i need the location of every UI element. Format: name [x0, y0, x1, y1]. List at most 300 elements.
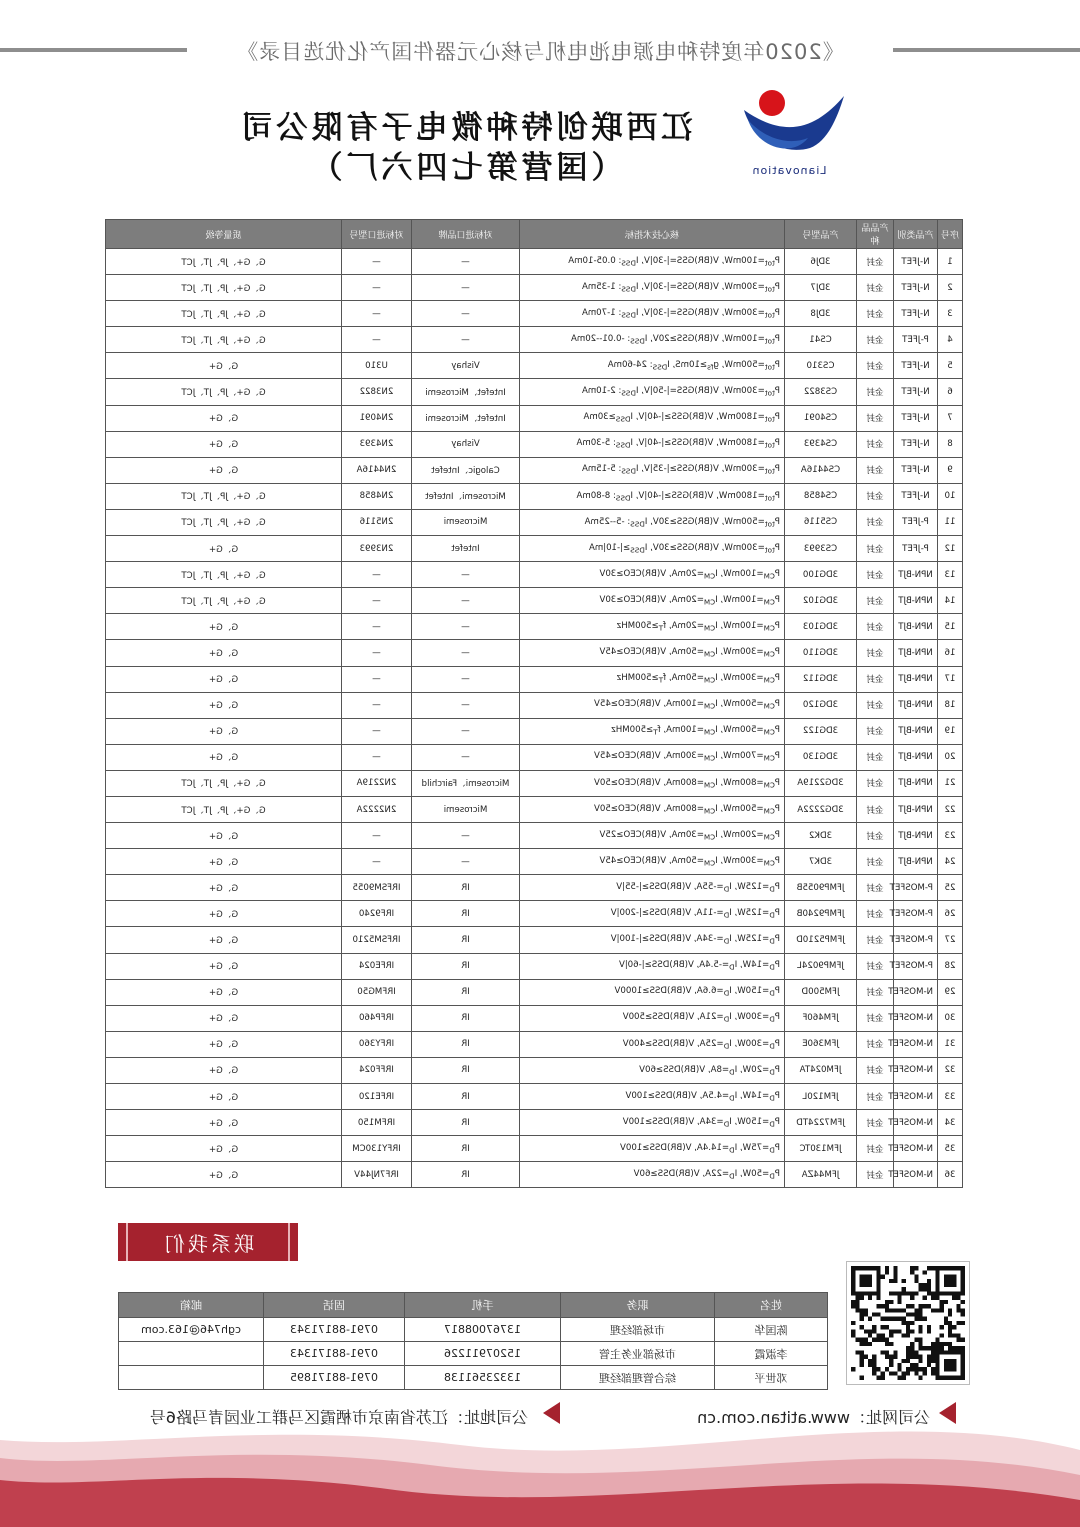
table-cell: 22 [938, 796, 963, 822]
table-cell: N-MOSFET [894, 1084, 938, 1110]
header-rule-right [0, 48, 187, 52]
table-cell: IRFMG50 [342, 979, 412, 1005]
contact-header-row [119, 1293, 828, 1318]
table-cell: NPN-BJT [894, 770, 938, 796]
table-row [106, 823, 963, 849]
table-row [106, 275, 963, 301]
table-cell: $P_{tot}=1800mW$, V(BR)GSS≥|-40|V, $I_{DSS}$: 8-80mA [520, 483, 785, 509]
table-cell: IRF9240 [342, 901, 412, 927]
table-row [106, 457, 963, 483]
table-cell: 3DJ7 [785, 275, 857, 301]
table-cell: 金封 [857, 1162, 894, 1188]
table-cell: 27 [938, 927, 963, 953]
table-cell: N-JFET [894, 457, 938, 483]
table-cell: $P_D=14W$, $I_D=4.5A$, V(BR)DSS≥100V [520, 1084, 785, 1110]
table-cell: G、G+ [106, 1031, 342, 1057]
table-cell: G、G+ [106, 953, 342, 979]
table-cell: NPN-BJT [894, 744, 938, 770]
table-row [106, 1031, 963, 1057]
table-cell: 3DG2219A [785, 770, 857, 796]
table-cell: G、G+ [106, 457, 342, 483]
table-cell: 金封 [857, 457, 894, 483]
table-cell: N-MOSFET [894, 1031, 938, 1057]
table-cell: $P_{tot}=300mW$, V(BR)GSS=|-50|V, $I_{DSS}$: 2-10mA [520, 379, 785, 405]
table-cell: G、G+ [106, 875, 342, 901]
table-cell: — [412, 744, 520, 770]
contact-cell: cgh746@163.com [119, 1318, 264, 1342]
table-row [106, 327, 963, 353]
table-cell: 金封 [857, 1005, 894, 1031]
header-rule-left [893, 48, 1080, 52]
table-cell: JFM500D [785, 979, 857, 1005]
table-cell: — [342, 249, 412, 275]
contact-column-header: 手机 [405, 1293, 561, 1318]
table-cell: G、G+ [106, 744, 342, 770]
table-cell: IRFM150 [342, 1110, 412, 1136]
footer-wave [0, 1410, 1080, 1527]
table-cell: JFM7224TD [785, 1110, 857, 1136]
table-cell: CS41 [785, 327, 857, 353]
table-cell: — [412, 275, 520, 301]
table-cell: — [412, 692, 520, 718]
column-header: 序号 [938, 220, 963, 249]
table-cell: 金封 [857, 588, 894, 614]
table-row [106, 536, 963, 562]
column-header: 质量等级 [106, 220, 342, 249]
table-cell: NPN-BJT [894, 823, 938, 849]
table-cell: G、G+ [106, 979, 342, 1005]
table-row [106, 249, 963, 275]
table-cell: 28 [938, 953, 963, 979]
table-row [106, 953, 963, 979]
table-cell: 金封 [857, 562, 894, 588]
table-cell: CS3993 [785, 536, 857, 562]
table-cell: 3DG130 [785, 744, 857, 770]
table-row [106, 614, 963, 640]
table-cell: $P_{tot}=300mW$, V(BR)GSS=|-30|V, $I_{DSS}$: 1-35mA [520, 275, 785, 301]
table-cell: 7 [938, 405, 963, 431]
table-cell: G、G+ [106, 823, 342, 849]
table-cell: 2N4393 [342, 431, 412, 457]
table-cell: 2N3822 [342, 379, 412, 405]
table-row [106, 353, 963, 379]
table-cell: P-MOSFET [894, 927, 938, 953]
table-row [106, 562, 963, 588]
table-cell: NPN-BJT [894, 666, 938, 692]
table-cell: P-MOSFET [894, 875, 938, 901]
table-row [106, 640, 963, 666]
contact-us-button[interactable] [118, 1223, 298, 1261]
table-row [106, 718, 963, 744]
table-cell: 35 [938, 1136, 963, 1162]
contact-cell: 15207911226 [405, 1342, 561, 1366]
column-header: 对标进口品牌 [412, 220, 520, 249]
table-row [106, 901, 963, 927]
button-divider-left [288, 1223, 290, 1261]
table-cell: P-JFET [894, 509, 938, 535]
table-cell: IR [412, 1057, 520, 1083]
table-cell: 36 [938, 1162, 963, 1188]
table-cell: IRFSM9055 [342, 875, 412, 901]
contact-cell: 陈国华 [715, 1318, 828, 1342]
table-cell: $P_D=75W$, $I_D=14.4A$, V(BR)DSS≥100V [520, 1136, 785, 1162]
table-cell: G、G+、JP、JT、JCT [106, 275, 342, 301]
table-cell: G、G+ [106, 1162, 342, 1188]
table-cell: — [342, 692, 412, 718]
button-divider-right [126, 1223, 128, 1261]
table-cell: N-JFET [894, 405, 938, 431]
table-cell: 1 [938, 249, 963, 275]
table-row [106, 849, 963, 875]
table-cell: 33 [938, 1084, 963, 1110]
table-cell: IR [412, 875, 520, 901]
table-cell: IRFY130CM [342, 1136, 412, 1162]
logo-text: Lianovation [751, 164, 827, 177]
table-cell: JFM130TC [785, 1136, 857, 1162]
table-cell: — [412, 666, 520, 692]
table-cell: — [342, 614, 412, 640]
table-cell: CS4416A [785, 457, 857, 483]
table-row [106, 301, 963, 327]
table-cell: G、G+、JP、JT、JCT [106, 796, 342, 822]
table-cell: NPN-BJT [894, 718, 938, 744]
table-cell: IR [412, 1031, 520, 1057]
table-cell: IR [412, 1005, 520, 1031]
table-row [106, 979, 963, 1005]
table-cell: 12 [938, 536, 963, 562]
contact-cell: 13767008817 [405, 1318, 561, 1342]
table-cell: 11 [938, 509, 963, 535]
contact-cell: 邓世平 [715, 1366, 828, 1390]
table-cell: — [342, 744, 412, 770]
table-header-row [106, 220, 963, 249]
table-cell: CS310 [785, 353, 857, 379]
table-cell: Microsemi、Intefet [412, 483, 520, 509]
table-cell: N-MOSFET [894, 1110, 938, 1136]
table-row [106, 744, 963, 770]
table-cell: NPN-BJT [894, 640, 938, 666]
logo-red-dot [759, 90, 785, 116]
table-cell: P-JFET [894, 327, 938, 353]
table-cell: — [412, 823, 520, 849]
table-cell: 金封 [857, 405, 894, 431]
table-cell: JFMP5210D [785, 927, 857, 953]
table-cell: 3DG112 [785, 666, 857, 692]
table-cell: G、G+、JP、JT、JCT [106, 483, 342, 509]
table-cell: $P_{tot}=300mW$, V(BR)GSS≥30V, $I_{DSS}\ge|-10|mA$ [520, 536, 785, 562]
table-cell: — [412, 249, 520, 275]
table-row [106, 1110, 963, 1136]
contact-cell [119, 1366, 264, 1390]
column-header: 核心技术指标 [520, 220, 785, 249]
company-subname: （国营第七四六厂） [307, 150, 623, 186]
table-cell: 金封 [857, 379, 894, 405]
table-cell: — [342, 666, 412, 692]
table-cell: Intefet [412, 536, 520, 562]
table-cell: 金封 [857, 823, 894, 849]
table-cell: N-MOSFET [894, 1162, 938, 1188]
table-cell: IRFF024 [342, 1057, 412, 1083]
table-cell: — [412, 614, 520, 640]
table-cell: 金封 [857, 640, 894, 666]
table-cell: G、G+、JP、JT、JCT [106, 770, 342, 796]
table-cell: 3DG103 [785, 614, 857, 640]
table-cell: 30 [938, 1005, 963, 1031]
table-cell: G、G+ [106, 666, 342, 692]
table-row [106, 405, 963, 431]
table-row [106, 1136, 963, 1162]
table-cell: IR [412, 1084, 520, 1110]
table-row [106, 927, 963, 953]
table-cell: G、G+、JP、JT、JCT [106, 301, 342, 327]
table-cell: Intefet、Microsemi [412, 405, 520, 431]
table-cell: 8 [938, 431, 963, 457]
table-cell: 10 [938, 483, 963, 509]
column-header: 产品型号 [785, 220, 857, 249]
table-cell: N-JFET [894, 301, 938, 327]
table-cell: 金封 [857, 666, 894, 692]
contact-row [119, 1318, 828, 1342]
table-cell: 3DJ8 [785, 301, 857, 327]
table-cell: G、G+ [106, 692, 342, 718]
table-cell: $P_D=20W$, $I_D=8A$, V(BR)DSS≥60V [520, 1057, 785, 1083]
table-cell: 金封 [857, 744, 894, 770]
table-cell: JFM360E [785, 1031, 857, 1057]
table-cell: 2N2219A [342, 770, 412, 796]
table-cell: 金封 [857, 927, 894, 953]
table-cell: N-JFET [894, 379, 938, 405]
table-cell: 金封 [857, 1084, 894, 1110]
table-cell: — [342, 562, 412, 588]
table-cell: 金封 [857, 353, 894, 379]
table-cell: $P_D=150W$, $I_D=6.6A$, V(BR)DSS≥1000V [520, 979, 785, 1005]
table-cell: JFMP9240B [785, 901, 857, 927]
table-cell: JFM120L [785, 1084, 857, 1110]
contact-us-label: 联系我们 [162, 1231, 254, 1256]
table-cell: N-MOSFET [894, 979, 938, 1005]
table-cell: 29 [938, 979, 963, 1005]
table-cell: IR [412, 927, 520, 953]
contact-cell: 李淑霞 [715, 1342, 828, 1366]
table-row [106, 1005, 963, 1031]
table-cell: P-JFET [894, 536, 938, 562]
table-row [106, 1084, 963, 1110]
table-cell: IRFP460 [342, 1005, 412, 1031]
product-table [105, 219, 963, 1188]
table-cell: 金封 [857, 483, 894, 509]
table-row [106, 431, 963, 457]
table-cell: NPN-BJT [894, 562, 938, 588]
table-cell: 2N4858 [342, 483, 412, 509]
table-cell: — [342, 301, 412, 327]
table-cell: G、G+、JP、JT、JCT [106, 249, 342, 275]
table-cell: N-MOSFET [894, 1057, 938, 1083]
table-cell: — [342, 823, 412, 849]
table-cell: 3DG120 [785, 692, 857, 718]
table-cell: 3DG102 [785, 588, 857, 614]
table-cell: G、G+ [106, 640, 342, 666]
table-cell: $P_{CM}=800mW$, $I_{CM}=800mA$, V(BR)CEO≥50V [520, 770, 785, 796]
table-cell: CS4393 [785, 431, 857, 457]
table-cell: 3 [938, 301, 963, 327]
table-cell: — [342, 327, 412, 353]
table-cell: 金封 [857, 536, 894, 562]
table-cell: $P_D=150W$, $I_D=34A$, V(BR)DSS≥100V [520, 1110, 785, 1136]
qr-code-icon [846, 1261, 970, 1385]
table-cell: G、G+ [106, 1136, 342, 1162]
table-cell: Calogic、Intefet [412, 457, 520, 483]
table-row [106, 1057, 963, 1083]
table-cell: $P_{CM}=300mW$, $I_{CM}=50mA$, $f_T\ge 500MHz$ [520, 666, 785, 692]
table-row [106, 875, 963, 901]
table-cell: G、G+ [106, 1005, 342, 1031]
table-cell: 3DG2222A [785, 796, 857, 822]
table-cell: G、G+ [106, 718, 342, 744]
table-cell: 31 [938, 1031, 963, 1057]
table-cell: $P_D=300W$, $I_D=25A$, V(BR)DSS≥400V [520, 1031, 785, 1057]
table-cell: N-MOSFET [894, 1005, 938, 1031]
table-cell: N-JFET [894, 353, 938, 379]
contact-column-header: 邮箱 [119, 1293, 264, 1318]
table-cell: 金封 [857, 979, 894, 1005]
table-cell: Microsemi [412, 796, 520, 822]
table-cell: — [412, 327, 520, 353]
table-cell: G、G+、JP、JT、JCT [106, 379, 342, 405]
table-cell: JFMP9055B [785, 875, 857, 901]
table-cell: 2N3993 [342, 536, 412, 562]
contact-cell [119, 1342, 264, 1366]
contact-column-header: 职务 [561, 1293, 715, 1318]
table-cell: Vishay [412, 431, 520, 457]
table-cell: $P_{CM}=500mW$, $I_{CM}=100mA$, $f_T\ge 500MHz$ [520, 718, 785, 744]
table-cell: JFM44ZA [785, 1162, 857, 1188]
contact-column-header: 姓名 [715, 1293, 828, 1318]
table-cell: 金封 [857, 509, 894, 535]
table-cell: NPN-BJT [894, 796, 938, 822]
table-cell: 2N2222A [342, 796, 412, 822]
table-cell: 金封 [857, 692, 894, 718]
table-cell: CS3822 [785, 379, 857, 405]
table-cell: G、G+ [106, 1084, 342, 1110]
table-cell: Vishay [412, 353, 520, 379]
table-row [106, 692, 963, 718]
table-cell: P-MOSFET [894, 901, 938, 927]
table-cell: 26 [938, 901, 963, 927]
company-name: 江西联创特种微电子有限公司 [237, 110, 693, 146]
table-cell: IRFE024 [342, 953, 412, 979]
table-cell: G、G+ [106, 536, 342, 562]
table-cell: 18 [938, 692, 963, 718]
table-cell: $P_D=125W$, $I_D=-11A$, V(BR)DSS≥|-200|V [520, 901, 785, 927]
table-cell: 2N4091 [342, 405, 412, 431]
table-row [106, 796, 963, 822]
table-cell: 金封 [857, 327, 894, 353]
table-cell: G、G+ [106, 1057, 342, 1083]
contact-row [119, 1342, 828, 1366]
table-cell: 3DK2 [785, 823, 857, 849]
table-cell: 25 [938, 875, 963, 901]
contact-cell: 市场部经理 [561, 1318, 715, 1342]
contact-row [119, 1366, 828, 1390]
table-cell: IRF7NJ44V [342, 1162, 412, 1188]
table-cell: 3DG100 [785, 562, 857, 588]
table-cell: $P_{CM}=200mW$, $I_{CM}=30mA$, V(BR)CEO≥25V [520, 823, 785, 849]
table-cell: G、G+、JP、JT、JCT [106, 509, 342, 535]
table-cell: JFMP9024L [785, 953, 857, 979]
table-cell: 4 [938, 327, 963, 353]
table-cell: 2N5116 [342, 509, 412, 535]
table-cell: G、G+ [106, 431, 342, 457]
table-cell: IRFE120 [342, 1084, 412, 1110]
contact-cell: 0791-88171343 [264, 1342, 405, 1366]
table-cell: 金封 [857, 1136, 894, 1162]
table-cell: G、G+ [106, 405, 342, 431]
table-cell: 金封 [857, 901, 894, 927]
table-row [106, 588, 963, 614]
contact-cell: 综合管理部经理 [561, 1366, 715, 1390]
table-cell: NPN-BJT [894, 849, 938, 875]
table-cell: Microsemi、Fairchild [412, 770, 520, 796]
contact-body [119, 1318, 828, 1390]
website-text: 公司网址：www.atitan.com.cn [697, 1408, 930, 1427]
contact-cell: 0791-88171343 [264, 1318, 405, 1342]
table-cell: — [412, 562, 520, 588]
table-cell: — [342, 640, 412, 666]
table-cell: 17 [938, 666, 963, 692]
table-cell: $P_{tot}=100mW$, V(BR)GSS≥20V, $I_{DSS}$: -0.01--20mA [520, 327, 785, 353]
table-cell: 24 [938, 849, 963, 875]
table-cell: CS5116 [785, 509, 857, 535]
table-cell: $P_D=125W$, $I_D=-55A$, V(BR)DSS≥|-55|V [520, 875, 785, 901]
table-cell: IRFY360 [342, 1031, 412, 1057]
table-cell: CS4091 [785, 405, 857, 431]
table-cell: G、G+ [106, 353, 342, 379]
table-cell: Intefet、Microsemi [412, 379, 520, 405]
table-cell: 34 [938, 1110, 963, 1136]
table-cell: 23 [938, 823, 963, 849]
table-cell: G、G+ [106, 927, 342, 953]
table-cell: N-JFET [894, 431, 938, 457]
table-cell: IR [412, 1110, 520, 1136]
table-cell: — [412, 718, 520, 744]
table-cell: G、G+ [106, 1110, 342, 1136]
column-header: 对标进口型号 [342, 220, 412, 249]
contact-column-header: 固话 [264, 1293, 405, 1318]
table-cell: $P_{CM}=100mW$, $I_{CM}=20mA$, $f_T\ge 500MHz$ [520, 614, 785, 640]
table-cell: 金封 [857, 953, 894, 979]
table-cell: — [342, 275, 412, 301]
table-row [106, 483, 963, 509]
table-cell: $P_{tot}=300mW$, V(BR)GSS=|-30|V, $I_{DSS}$: 1-70mA [520, 301, 785, 327]
table-cell: $P_{tot}=1800mW$, V(BR)GSS≥|-40|V, $I_{DSS}\ge 30mA$ [520, 405, 785, 431]
table-cell: NPN-BJT [894, 614, 938, 640]
table-cell: U310 [342, 353, 412, 379]
table-cell: 16 [938, 640, 963, 666]
table-cell: 3DK7 [785, 849, 857, 875]
table-cell: $P_{CM}=100mW$, $I_{CM}=20mA$, V(BR)CEO≥30V [520, 562, 785, 588]
table-cell: 金封 [857, 1057, 894, 1083]
contact-cell: 市场部业务主管 [561, 1342, 715, 1366]
table-cell: G、G+、JP、JT、JCT [106, 588, 342, 614]
table-cell: $P_{tot}=500mW$, $g_{fs}\ge 10mS$, $I_{DSS}$: 24-60mA [520, 353, 785, 379]
table-cell: JFM460F [785, 1005, 857, 1031]
table-cell: 金封 [857, 1110, 894, 1136]
table-cell: 14 [938, 588, 963, 614]
table-cell: Microsemi [412, 509, 520, 535]
table-cell: 金封 [857, 796, 894, 822]
table-cell: 3DG110 [785, 640, 857, 666]
table-cell: $P_D=14W$, $I_D=-5.4A$, V(BR)DSS≥|-60|V [520, 953, 785, 979]
